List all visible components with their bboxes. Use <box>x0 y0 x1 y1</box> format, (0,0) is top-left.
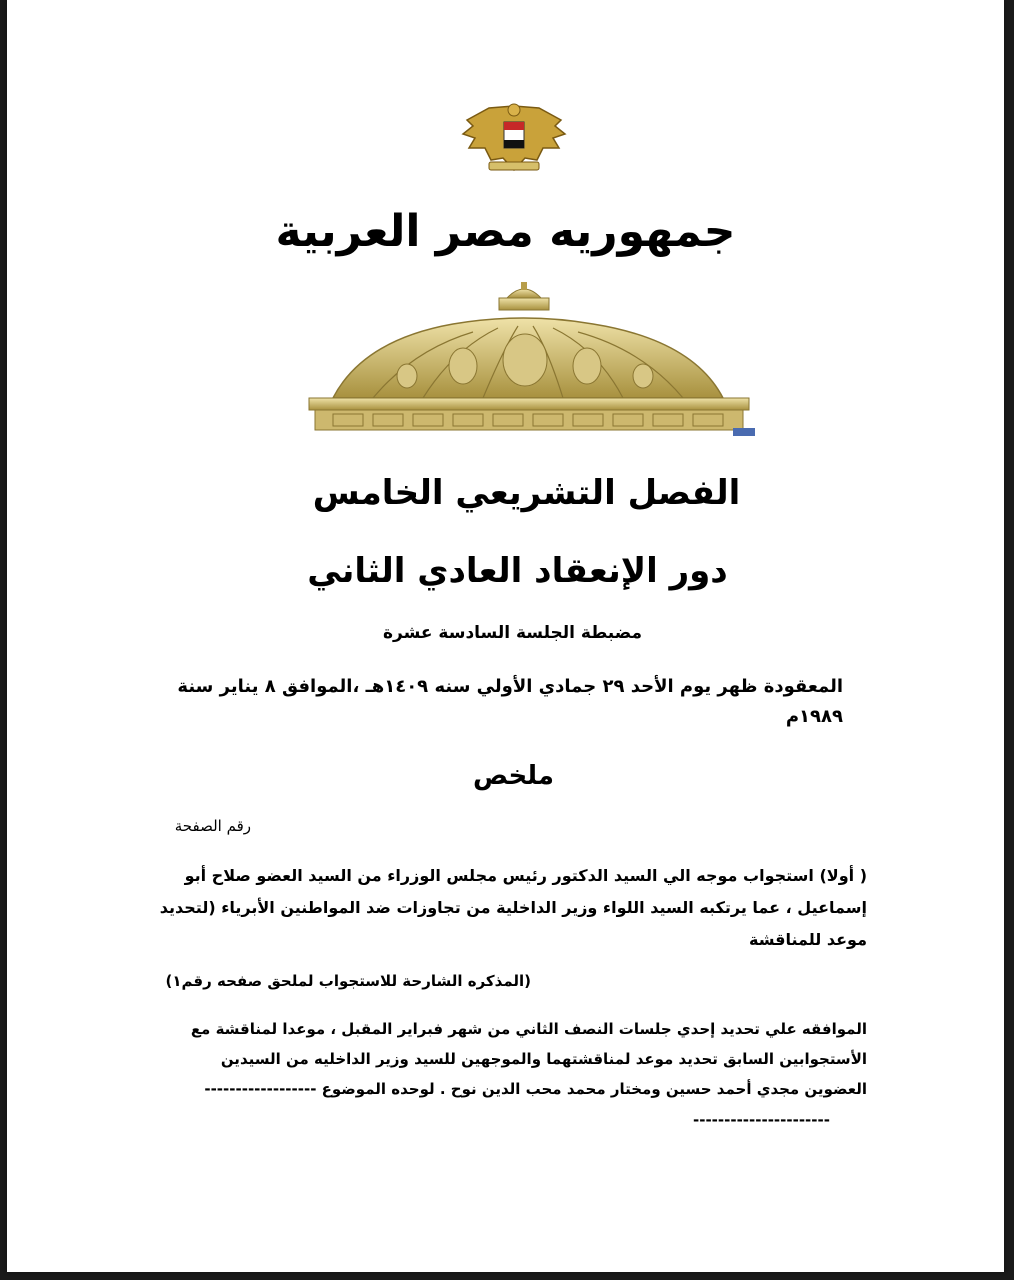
memo-reference: (المذكره الشارحة للاستجواب لملحق صفحه رقم١) <box>165 972 531 990</box>
summary-item-second: الموافقه علي تحديد إحدي جلسات النصف الثاني من شهر فبراير المقبل ، موعدا لمناقشة مع الأستجوابين السابق تحديد موعد لمناقشتهما والموجهين للسيد وزير الداخليه من السيدين العضوين مجدي أحمد حسين ومختار محمد محب الدين نوح . لوحده الموضوع ------------------ <box>190 1020 867 1098</box>
egypt-eagle-emblem-icon <box>459 98 569 176</box>
document-page <box>7 0 1004 1272</box>
summary-heading: ملخص <box>473 761 554 791</box>
session-date-line: المعقودة ظهر يوم الأحد ٢٩ جمادي الأولي سنه ١٤٠٩هـ ،الموافق ٨ يناير سنة ١٩٨٩م <box>177 676 843 727</box>
summary-item-first: ( أولا) استجواب موجه الي السيد الدكتور رئيس مجلس الوزراء من السيد العضو صلاح أبو إسماعيل ، عما يرتكبه السيد اللواء وزير الداخلية من تجاوزات ضد المواطنين الأبرياء (لتحديد موعد للمناقشة <box>159 866 867 949</box>
trailing-dashes: ---------------------- <box>693 1111 830 1129</box>
session-round-heading: دور الإنعقاد العادي الثاني <box>307 551 728 591</box>
page-number-label: رقم الصفحة <box>174 817 251 835</box>
page-title: جمهوريه مصر العربية <box>275 206 736 257</box>
legislative-term-heading: الفصل التشريعي الخامس <box>312 473 741 513</box>
session-minutes-title: مضبطة الجلسة السادسة عشرة <box>382 623 643 643</box>
parliament-dome-icon <box>303 280 763 440</box>
